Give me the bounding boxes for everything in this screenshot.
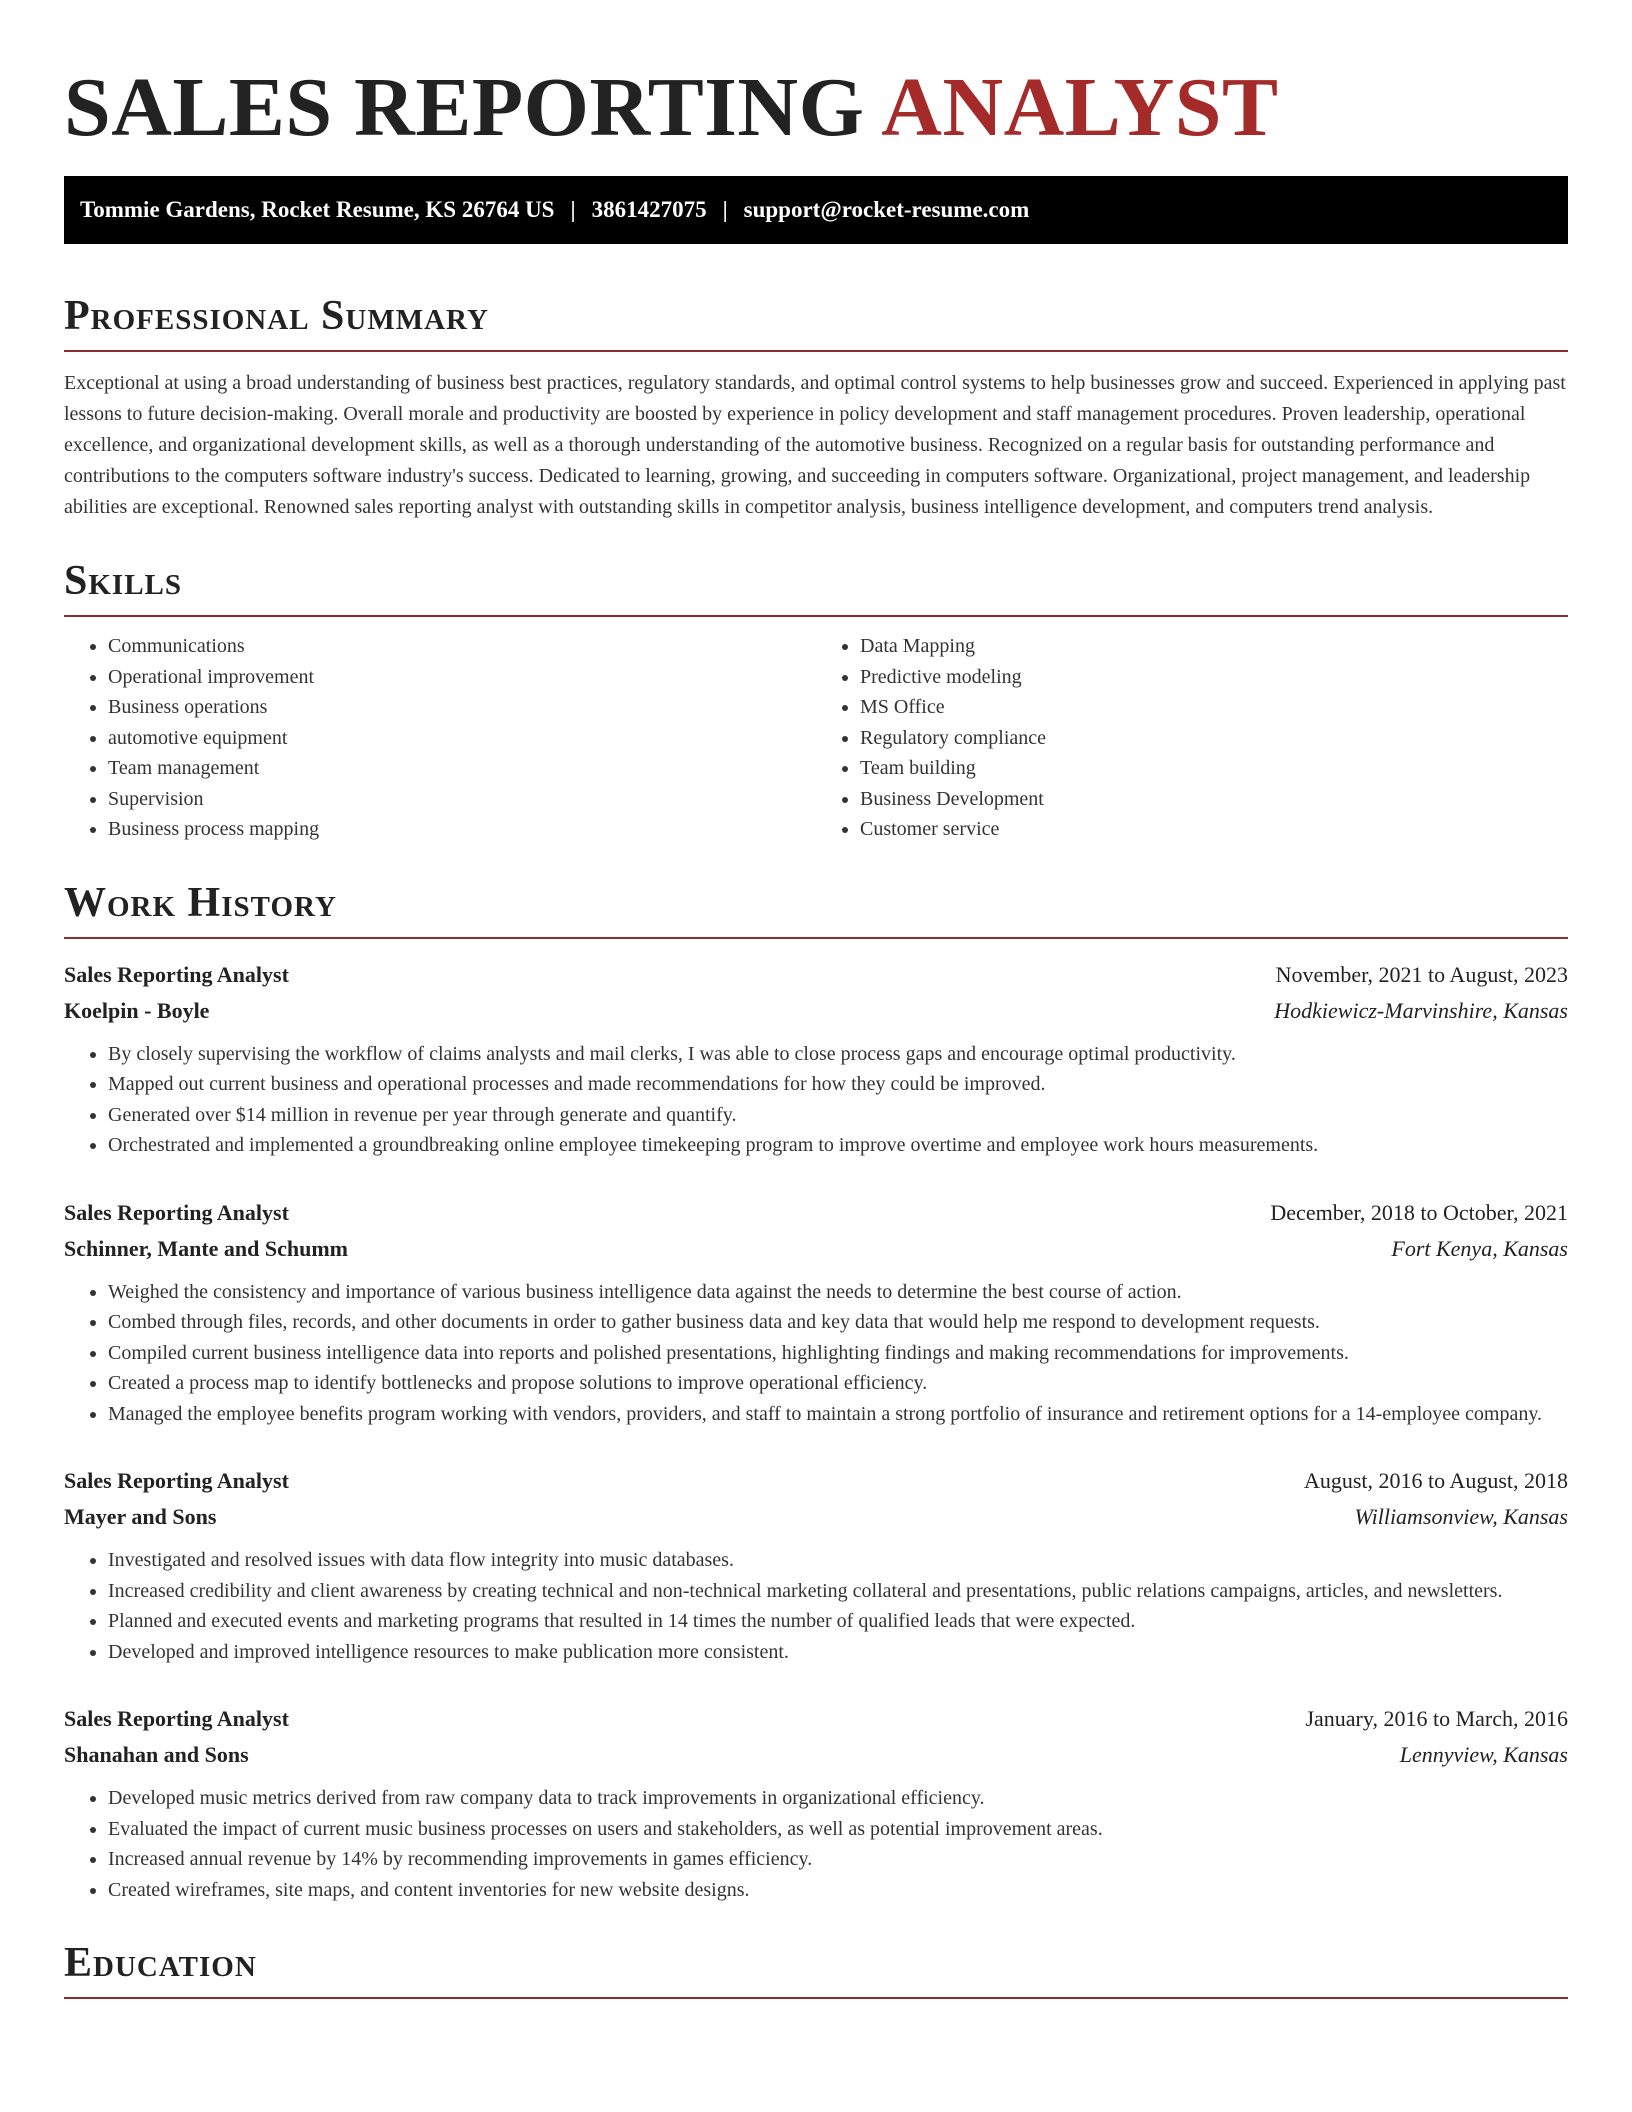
contact-separator: | (722, 197, 728, 222)
job-bullet: • Evaluated the impact of current music business processes on users and stakeholders, as well as potential improvement areas. (108, 1814, 1568, 1845)
skill-item: • Customer service (860, 814, 1568, 845)
section-heading-work-history: Work History (64, 875, 1568, 939)
skill-item: • automotive equipment (108, 723, 816, 754)
job-location: Hodkiewicz-Marvinshire, Kansas (1274, 997, 1568, 1023)
contact-phone: 3861427075 (591, 197, 707, 222)
skill-item: • Operational improvement (108, 662, 816, 693)
summary-text: Exceptional at using a broad understanding of business best practices, regulatory standards, and optimal control systems to help businesses grow and succeed. Experienced in applying past lessons to future decision-making. Overall morale and productivity are boosted by experience in policy development and staff management procedures. Proven leadership, operational excellence, and organizational development skills, as well as a thorough understanding of the automotive business. Recognized on a regular basis for outstanding performance and contributions to the computers software industry's success. Dedicated to learning, growing, and succeeding in computers software. Organizational, project management, and leadership abilities are exceptional. Renowned sales reporting analyst with outstanding skills in competitor analysis, business intelligence development, and computers trend analysis. (64, 372, 1566, 518)
skill-item: • Data Mapping (860, 631, 1568, 662)
job-entry (64, 1463, 1568, 1667)
job-entry (64, 1195, 1568, 1430)
job-company: Shanahan and Sons (64, 1742, 249, 1767)
skills-list (64, 631, 1568, 845)
job-bullet: • Generated over $14 million in revenue per year through generate and quantify. (108, 1100, 1568, 1131)
job-dates: January, 2016 to March, 2016 (1305, 1706, 1568, 1731)
job-bullet: • Developed and improved intelligence resources to make publication more consistent. (108, 1637, 1568, 1668)
job-bullet: • Increased annual revenue by 14% by recommending improvements in games efficiency. (108, 1844, 1568, 1875)
job-company: Koelpin - Boyle (64, 997, 210, 1023)
job-bullet: • By closely supervising the workflow of claims analysts and mail clerks, I was able to close process gaps and encourage optimal productivity. (108, 1039, 1568, 1070)
job-title: Sales Reporting Analyst (64, 1468, 289, 1493)
job-title: Sales Reporting Analyst (64, 1199, 289, 1225)
job-title: Sales Reporting Analyst (64, 961, 289, 987)
job-bullet: • Managed the employee benefits program working with vendors, providers, and staff to maintain a strong portfolio of insurance and retirement options for a 14-employee company. (108, 1399, 1568, 1430)
job-location: Williamsonview, Kansas (1354, 1504, 1568, 1529)
job-bullets (64, 1039, 1568, 1161)
skill-item: • Team management (108, 753, 816, 784)
job-bullet: • Combed through files, records, and other documents in order to gather business data and key data that would help me respond to development requests. (108, 1307, 1568, 1338)
job-bullet: • Investigated and resolved issues with data flow integrity into music databases. (108, 1545, 1568, 1576)
skill-item: • Regulatory compliance (860, 723, 1568, 754)
job-entry (64, 957, 1568, 1161)
title-accent: ANALYST (881, 61, 1279, 154)
job-bullet: • Orchestrated and implemented a groundbreaking online employee timekeeping program to improve overtime and employee work hours measurements. (108, 1130, 1568, 1161)
job-company: Schinner, Mante and Schumm (64, 1235, 349, 1261)
skill-item: • Business process mapping (108, 814, 816, 845)
job-bullet: • Created wireframes, site maps, and content inventories for new website designs. (108, 1875, 1568, 1906)
job-bullets (64, 1545, 1568, 1667)
contact-separator: | (570, 197, 576, 222)
contact-email: support@rocket-resume.com (743, 197, 1030, 222)
contact-bar (64, 176, 1568, 244)
title-main: SALES REPORTING (64, 61, 865, 154)
job-bullets (64, 1277, 1568, 1430)
skill-item: • Business operations (108, 692, 816, 723)
job-bullet: • Weighed the consistency and importance of various business intelligence data against the needs to determine the best course of action. (108, 1277, 1568, 1308)
job-title: Sales Reporting Analyst (64, 1706, 289, 1731)
job-dates: November, 2021 to August, 2023 (1275, 961, 1568, 987)
job-company: Mayer and Sons (64, 1504, 217, 1529)
job-location: Fort Kenya, Kansas (1391, 1235, 1568, 1261)
job-bullet: • Planned and executed events and marketing programs that resulted in 14 times the number of qualified leads that were expected. (108, 1606, 1568, 1637)
skills-column-left (64, 631, 816, 845)
job-bullet: • Mapped out current business and operational processes and made recommendations for how they could be improved. (108, 1069, 1568, 1100)
skill-item: • Supervision (108, 784, 816, 815)
section-heading-skills: Skills (64, 553, 1568, 617)
job-bullet: • Developed music metrics derived from raw company data to track improvements in organizational efficiency. (108, 1783, 1568, 1814)
job-dates: December, 2018 to October, 2021 (1270, 1199, 1568, 1225)
job-entry (64, 1701, 1568, 1905)
skill-item: • Communications (108, 631, 816, 662)
skill-item: • Predictive modeling (860, 662, 1568, 693)
section-heading-summary: Professional Summary (64, 288, 1568, 352)
job-bullet: • Compiled current business intelligence data into reports and polished presentations, highlighting findings and making recommendations for improvements. (108, 1338, 1568, 1369)
job-bullet: • Created a process map to identify bottlenecks and propose solutions to improve operational efficiency. (108, 1368, 1568, 1399)
job-bullet: • Increased credibility and client awareness by creating technical and non-technical marketing collateral and presentations, public relations campaigns, articles, and newsletters. (108, 1576, 1568, 1607)
job-dates: August, 2016 to August, 2018 (1303, 1468, 1568, 1493)
page-title (64, 0, 1568, 164)
skill-item: • Team building (860, 753, 1568, 784)
section-heading-education: Education (64, 1935, 1568, 1999)
skill-item: • MS Office (860, 692, 1568, 723)
skill-item: • Business Development (860, 784, 1568, 815)
job-location: Lennyview, Kansas (1399, 1742, 1568, 1767)
contact-address: Tommie Gardens, Rocket Resume, KS 26764 US (80, 197, 555, 222)
job-bullets (64, 1783, 1568, 1905)
skills-column-right (816, 631, 1568, 845)
